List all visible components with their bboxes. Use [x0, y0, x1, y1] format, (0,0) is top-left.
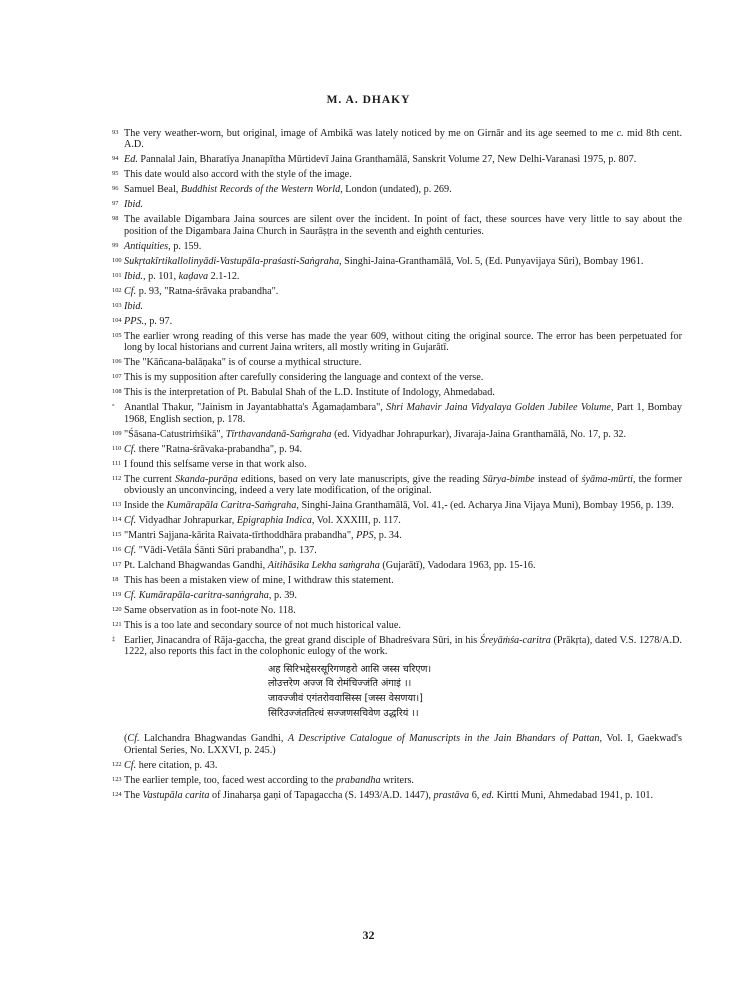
italic-text: Cf.: [124, 545, 137, 557]
note-text: Inside the: [124, 500, 167, 512]
note-text: 2.1-12.: [208, 270, 240, 282]
note-text: , p. 101,: [142, 270, 179, 282]
italic-text: Ibid.: [124, 199, 143, 211]
footnote-list: [112, 759, 682, 801]
note-text: (Gujarātī), Vadodara 1963, pp. 15-16.: [379, 560, 536, 572]
italic-text: Antiquities: [124, 240, 169, 252]
footnote: [112, 240, 682, 252]
footnote-number: 119: [112, 591, 122, 599]
footnote-number: 117: [112, 561, 122, 569]
italic-text: ed.: [481, 789, 495, 801]
footnote-number: 123: [112, 775, 122, 783]
footnote: [112, 285, 682, 297]
footnote: [112, 545, 682, 557]
italic-text: Vastupāla carita: [142, 789, 210, 801]
footnote: [112, 620, 682, 632]
italic-text: Tīrthavandanā-Saṁgraha: [225, 428, 332, 440]
note-text: (Prākṛta), dated V.S. 1278/A.D. 1222, also reports this fact in the colophonic eulogy of the work.: [124, 635, 682, 658]
note-text: , Vol. I, Gaekwad's Oriental Series, No. LXXVI, p. 245.): [124, 733, 682, 756]
note-text: , p. 159.: [168, 240, 202, 252]
italic-text: prastāva: [433, 789, 470, 801]
footnote-number: 107: [112, 373, 122, 381]
italic-text: śyāma-mūrti: [581, 473, 633, 485]
footnote: [112, 473, 682, 497]
verse-line: अह सिरिभद्देसरसूरिगणहरो आसि जस्स चरिएण।: [268, 663, 432, 675]
footnote-number: 116: [112, 546, 122, 554]
footnote: [112, 300, 682, 312]
note-text: "Śāsana-Catustriṁśikā",: [124, 428, 226, 440]
italic-text: Cf.: [124, 285, 137, 297]
footnote: [112, 605, 682, 617]
note-text: p. 93, "Ratna-śrāvaka prabandha".: [136, 285, 279, 297]
note-text: mid 8th cent. A.D.: [124, 128, 682, 151]
italic-text: Shri Mahavir Jaina Vidyalaya Golden Jubilee Volume: [386, 402, 611, 414]
footnote: [112, 169, 682, 181]
note-text: , p. 39.: [268, 590, 297, 602]
note-text: (ed. Vidyadhar Johrapurkar), Jivaraja-Jaina Granthamālā, No. 17, p. 32.: [331, 428, 627, 440]
footnote: [112, 387, 682, 399]
note-text: I found this selfsame verse in that work also.: [124, 458, 307, 470]
note-text: The earlier temple, too, faced west according to the: [124, 774, 336, 786]
verse-citation: [116, 733, 682, 756]
page-number: 32: [362, 928, 375, 942]
footnote-number: 114: [112, 516, 122, 524]
footnote-number: 93: [112, 129, 119, 136]
footnote: [112, 372, 682, 384]
note-text: Earlier, Jinacandra of Rāja-gaccha, the great grand disciple of Bhadreśvara Sūri, in his: [124, 635, 480, 647]
note-text: of Jinaharṣa gaṇi of Tapagaccha (S. 1493/A.D. 1447),: [209, 789, 434, 801]
italic-text: PPS: [356, 530, 374, 542]
italic-text: Cf.: [124, 443, 137, 455]
footnote-number: 102: [112, 286, 122, 294]
italic-text: Cf.: [124, 515, 137, 527]
footnote-number: 110: [112, 444, 122, 452]
verse-line: लोउत्तरेण अज्ज वि रोमंचिज्जंति अंगाइं ।।: [268, 678, 412, 690]
italic-text: Ibid.: [124, 300, 143, 312]
running-header: M. A. DHAKY: [326, 94, 411, 106]
footnote-number: 97: [112, 200, 119, 208]
footnote: [112, 789, 682, 801]
italic-text: Cf. Kumārapāla-caritra-sanṅgraha: [124, 590, 269, 602]
note-text: "Mantri Sajjana-kārita Raivata-tīrthoddhāra prabandha",: [124, 530, 357, 542]
italic-text: Śreyāṁśa-caritra: [479, 635, 551, 647]
note-text: Pannalal Jain, Bharatīya Jnanapītha Mūrtidevī Jaina Granthamālā, Sanskrit Volume 27, New Delhi-Varanasi 1975, p. 807.: [137, 154, 637, 166]
footnote: [112, 458, 682, 470]
note-text: here citation, p. 43.: [136, 759, 218, 771]
note-text: Same observation as in foot-note No. 118.: [124, 605, 296, 617]
footnote-number: 112: [112, 474, 122, 482]
footnote-number: 105: [112, 331, 122, 339]
note-text: Vidyadhar Johrapurkar,: [136, 515, 237, 527]
footnote-number: 101: [112, 271, 122, 279]
note-text: (: [124, 733, 128, 745]
note-text: The earlier wrong reading of this verse has made the year 609, without citing the original source. The error has been perpetuated for long by local historians and current Jaina writers, all mostly writing in Gujarātī.: [124, 330, 682, 354]
note-text: The "Kāñcana-balāṇaka" is of course a mythical structure.: [124, 357, 362, 369]
note-text: , Singhi-Jaina-Granthamālā, Vol. 5, (Ed. Punyavijaya Sūri), Bombay 1961.: [339, 255, 644, 267]
italic-text: Cf.: [127, 733, 140, 745]
footnote-number: 106: [112, 358, 122, 366]
note-text: 6,: [469, 789, 482, 801]
note-text: "Vādi-Vetāla Śānti Sūri prabandha", p. 137.: [136, 545, 317, 557]
footnote: [112, 330, 682, 354]
note-text: Kirtti Muni, Ahmedabad 1941, p. 101.: [494, 789, 654, 801]
footnote: [112, 402, 683, 425]
note-text: there "Ratna-śrāvaka-prabandha", p. 94.: [136, 443, 303, 455]
note-text: Anantlal Thakur, "Jainism in Jayantabhatta's Āgamaḍambara",: [124, 402, 387, 414]
note-text: Pt. Lalchand Bhagwandas Gandhi,: [124, 560, 268, 572]
footnote: [112, 270, 682, 282]
note-text: Lalchandra Bhagwandas Gandhi,: [139, 733, 288, 745]
note-text: Samuel Beal,: [124, 184, 181, 196]
note-text: The current: [124, 473, 175, 485]
footnote-number: 115: [112, 531, 122, 539]
footnote: [112, 590, 682, 602]
prakrit-verse: [268, 663, 682, 721]
note-text: , Part 1, Bombay 1968, English section, p. 178.: [124, 402, 683, 425]
footnote-number: 108: [112, 388, 122, 396]
note-text: , p. 97.: [144, 315, 173, 327]
footnote-number: 95: [112, 170, 119, 178]
italic-text: kaḍava: [178, 270, 209, 282]
footnote: [112, 635, 682, 658]
footnote-number: 100: [112, 256, 122, 264]
note-text: The very weather-worn, but original, image of Ambikā was lately noticed by me on Girnār and its age seemed to me: [124, 128, 617, 139]
footnote-number: 103: [112, 301, 122, 309]
footnote: [112, 214, 682, 237]
footnote-number: 113: [112, 501, 122, 509]
footnote: [112, 315, 682, 327]
footnote: [112, 774, 682, 786]
note-text: , the former obviously an unconvincing, indeed a very late modification, of the original.: [124, 473, 682, 497]
footnote: [112, 184, 682, 196]
footnote: [112, 560, 682, 572]
footnote: [112, 530, 682, 542]
note-text: , London (undated), p. 269.: [340, 184, 452, 196]
note-text: The: [124, 789, 143, 801]
note-text: editions, based on very late manuscripts, give the reading: [237, 473, 483, 485]
note-text: This is my supposition after carefully considering the language and context of the verse.: [124, 372, 484, 384]
note-text: , Vol. XXXIII, p. 117.: [311, 515, 401, 527]
italic-text: Sukṛtakīrtikallolinyādi-Vastupāla-praśasti-Saṅgraha: [124, 255, 340, 267]
note-text: , p. 34.: [373, 530, 402, 542]
footnote: [112, 515, 682, 527]
note-text: This is a too late and secondary source of not much historical value.: [124, 620, 401, 632]
note-text: This has been a mistaken view of mine, I withdraw this statement.: [124, 575, 394, 587]
note-text: The available Digambara Jaina sources are silent over the incident. In point of fact, these sources have very little to say about the position of the Digambara Jaina Church in Saurāṣṭra in the seventh and eighth centuries.: [124, 214, 682, 237]
italic-text: Ibid.: [124, 270, 143, 282]
italic-text: Skanda-purāṇa: [174, 473, 238, 485]
italic-text: PPS.: [124, 315, 145, 327]
italic-text: Ed.: [124, 154, 138, 166]
footnote: [112, 154, 682, 166]
italic-text: Aitihāsika Lekha saṁgraha: [267, 560, 380, 572]
italic-text: Epigraphia Indica: [236, 515, 312, 527]
italic-text: Sūrya-bimbe: [482, 473, 535, 485]
footnote: [112, 759, 682, 771]
note-text: writers.: [380, 774, 414, 786]
footnote-number: 104: [112, 316, 122, 324]
italic-text: Buddhist Records of the Western World: [180, 184, 341, 196]
footnote-number: ‡: [112, 636, 116, 644]
note-text: This date would also accord with the style of the image.: [124, 169, 352, 181]
footnote-number: 121: [112, 621, 122, 629]
footnote-list: [112, 128, 683, 658]
footnote-number: 122: [112, 760, 122, 768]
verse-line: सिरिउज्जंततित्थं सज्जणसचिवेण उद्धरियं ।।: [268, 707, 419, 719]
footnote: [112, 428, 682, 440]
note-text: , Singhi-Jaina Granthamālā, Vol. 41,- (ed. Acharya Jina Vijaya Muni), Bombay 1956, p. 139.: [296, 500, 674, 512]
italic-text: Kumārapāla Caritra-Saṁgraha: [166, 500, 297, 512]
footnote: [112, 443, 682, 455]
italic-text: c.: [616, 128, 624, 139]
verse-line: जावज्जीवं एगंतरोववासिस्स [जस्स वेसणया।]: [268, 693, 423, 705]
footnote: [112, 575, 682, 587]
italic-text: Cf.: [124, 759, 137, 771]
footnote-number: 111: [112, 459, 122, 467]
footnotes: [112, 128, 683, 805]
footnote-number: 96: [112, 185, 119, 193]
footnote-number: °: [112, 403, 115, 411]
footnote: [112, 255, 682, 267]
footnote: [112, 199, 682, 211]
italic-text: A Descriptive Catalogue of Manuscripts in the Jain Bhandars of Pattan: [287, 733, 600, 745]
footnote-number: 124: [112, 790, 122, 798]
footnote-number: 94: [112, 155, 119, 163]
note-text: instead of: [534, 473, 582, 485]
footnote-number: 109: [112, 429, 122, 437]
footnote: [112, 128, 682, 151]
footnote: [112, 500, 682, 512]
footnote-number: 99: [112, 241, 119, 249]
footnote-number: 98: [112, 215, 119, 223]
footnote-number: 120: [112, 606, 122, 614]
footnote: [112, 357, 682, 369]
note-text: This is the interpretation of Pt. Babulal Shah of the L.D. Institute of Indology, Ahmedabad.: [124, 387, 495, 399]
italic-text: prabandha: [335, 774, 381, 786]
footnote-number: 18: [112, 576, 119, 584]
